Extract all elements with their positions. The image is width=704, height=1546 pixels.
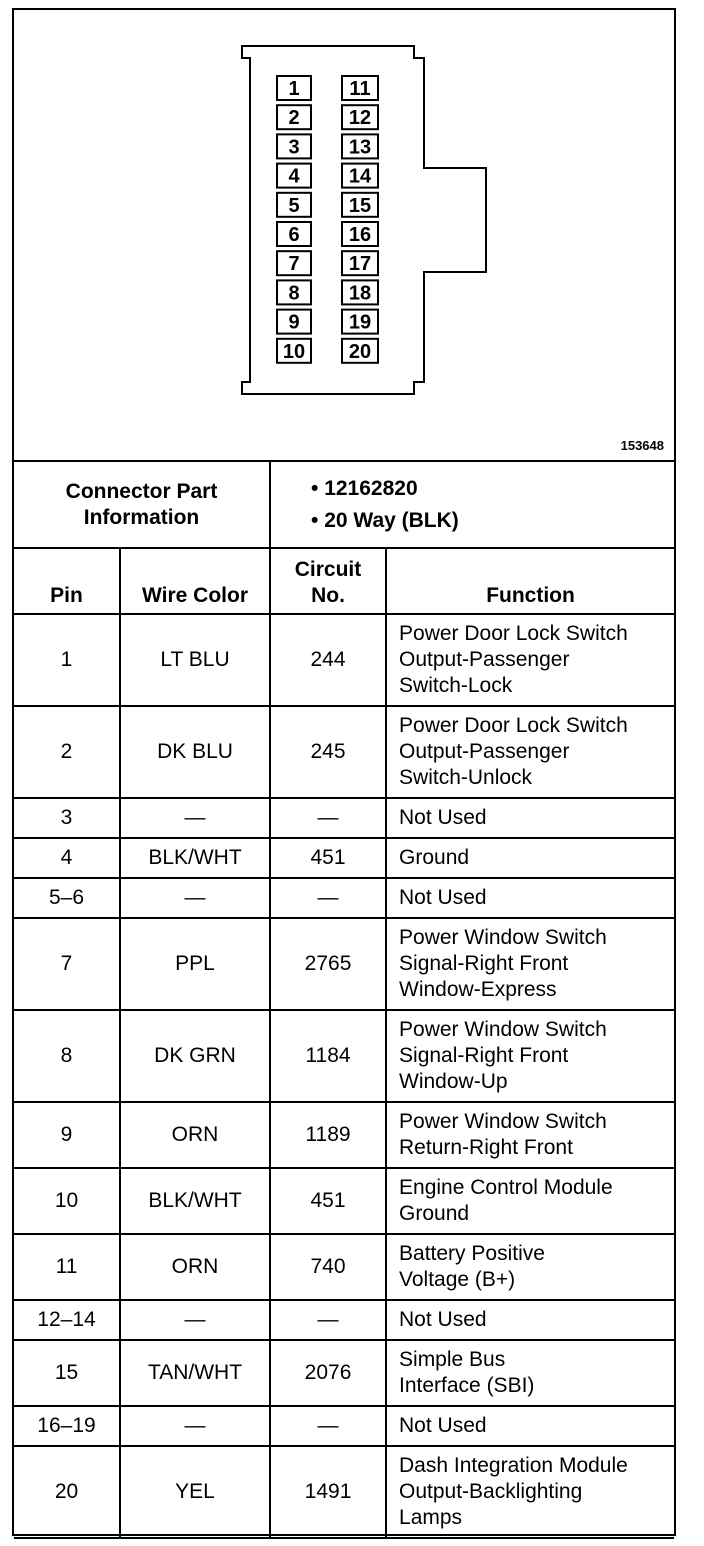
function-cell [386,1010,674,1102]
table-row [14,838,674,878]
pin-cell: 1 [14,614,120,706]
circuit-cell: 1491 [270,1446,386,1538]
function-line: Output-Passenger [399,740,570,763]
pin-cell: 3 [14,798,120,838]
connector-part-info-label: Connector Part Information [14,462,270,548]
pin-cell: 10 [14,1168,120,1234]
circuit-cell: 451 [270,838,386,878]
function-line: Interface (SBI) [399,1374,535,1397]
function-line: Power Window Switch [399,1110,607,1133]
pin-number-16: 16 [348,224,372,246]
function-line: Engine Control Module [399,1176,613,1199]
pin-number-3: 3 [288,136,300,159]
circuit-cell: 1189 [270,1102,386,1168]
function-line: Power Window Switch [399,1018,607,1041]
figure-id: 153648 [620,438,664,453]
connector-way-count: • 20 Way (BLK) [311,508,459,532]
table-row [14,1010,674,1102]
circuit-header: Circuit No. [270,548,386,614]
function-cell [386,798,674,838]
function-header: Function [386,548,674,614]
table-header-row [14,548,674,614]
function-line: Battery Positive [399,1242,545,1265]
wire-color-cell: — [120,1406,270,1446]
pin-number-1: 1 [288,78,300,100]
function-line: Output-Backlighting [399,1480,583,1503]
function-line: Not Used [399,1308,487,1331]
function-cell [386,878,674,918]
pin-number-5: 5 [288,194,300,217]
function-cell [386,1102,674,1168]
pinout-table [14,462,674,1539]
pin-number-20: 20 [348,340,372,363]
wire-color-cell: BLK/WHT [120,1168,270,1234]
pin-number-8: 8 [288,282,300,305]
circuit-cell: 740 [270,1234,386,1300]
wire-color-cell: DK BLU [120,706,270,798]
pin-number-4: 4 [288,165,300,188]
function-line: Power Door Lock Switch [399,622,628,645]
function-cell [386,1234,674,1300]
function-line: Not Used [399,1414,487,1437]
circuit-cell: — [270,1406,386,1446]
wire-color-cell: — [120,1300,270,1340]
circuit-cell: — [270,798,386,838]
pin-number-7: 7 [288,253,300,276]
wire-color-cell: ORN [120,1102,270,1168]
pin-number-10: 10 [282,340,306,363]
pin-cell: 11 [14,1234,120,1300]
pin-number-12: 12 [348,107,372,130]
pin-cell: 20 [14,1446,120,1538]
wire-color-cell: TAN/WHT [120,1340,270,1406]
function-line: Power Window Switch [399,926,607,949]
function-line: Switch-Unlock [399,766,533,789]
pin-cell: 15 [14,1340,120,1406]
function-line: Not Used [399,806,487,829]
pin-cell: 2 [14,706,120,798]
wire-color-cell: BLK/WHT [120,838,270,878]
function-line: Simple Bus [399,1348,506,1371]
circuit-cell: 244 [270,614,386,706]
table-row [14,918,674,1010]
wire-color-cell: YEL [120,1446,270,1538]
pin-number-6: 6 [288,224,300,246]
pin-cell: 16–19 [14,1406,120,1446]
wire-color-cell: — [120,878,270,918]
pin-number-17: 17 [348,253,372,276]
wire-color-cell: DK GRN [120,1010,270,1102]
pin-number-9: 9 [288,311,300,334]
function-cell [386,1168,674,1234]
function-cell [386,706,674,798]
wire-color-cell: — [120,798,270,838]
pin-cell: 8 [14,1010,120,1102]
function-line: Return-Right Front [399,1136,573,1159]
pin-number-14: 14 [348,165,372,188]
wire-color-cell: ORN [120,1234,270,1300]
pin-cavities [277,76,378,363]
pin-cell: 7 [14,918,120,1010]
pin-number-11: 11 [349,78,371,100]
circuit-cell: 2076 [270,1340,386,1406]
function-cell [386,1446,674,1538]
table-row [14,1340,674,1406]
function-line: Power Door Lock Switch [399,714,628,737]
table-row [14,1446,674,1538]
function-line: Output-Passenger [399,648,570,671]
function-line: Signal-Right Front [399,1044,569,1067]
pin-number-2: 2 [288,107,300,130]
connector-figure [14,10,674,462]
table-row [14,1406,674,1446]
circuit-cell: 245 [270,706,386,798]
function-line: Lamps [399,1506,463,1529]
wire-color-cell: LT BLU [120,614,270,706]
circuit-cell: — [270,1300,386,1340]
table-row [14,1300,674,1340]
circuit-cell: 1184 [270,1010,386,1102]
function-line: Switch-Lock [399,674,513,697]
connector-diagram [14,10,674,462]
function-line: Signal-Right Front [399,952,569,975]
pin-number-15: 15 [348,194,372,217]
table-row [14,1234,674,1300]
function-line: Window-Up [399,1070,508,1093]
pin-cell: 5–6 [14,878,120,918]
function-line: Window-Express [399,978,557,1001]
pin-cell: 9 [14,1102,120,1168]
circuit-cell: — [270,878,386,918]
pin-cell: 12–14 [14,1300,120,1340]
table-row [14,1168,674,1234]
function-cell [386,1340,674,1406]
connector-part-number: • 12162820 [311,476,418,500]
connector-sheet [12,8,676,1536]
function-cell [386,1406,674,1446]
function-line: Not Used [399,886,487,909]
function-cell [386,614,674,706]
wire-color-cell: PPL [120,918,270,1010]
connector-part-info-items [270,462,674,548]
function-cell [386,918,674,1010]
table-row [14,706,674,798]
pin-number-13: 13 [348,136,372,159]
function-cell [386,1300,674,1340]
pin-header: Pin [14,548,120,614]
table-row [14,614,674,706]
pin-number-18: 18 [348,282,372,305]
function-line: Dash Integration Module [399,1454,628,1477]
circuit-cell: 2765 [270,918,386,1010]
circuit-cell: 451 [270,1168,386,1234]
table-row [14,878,674,918]
wire-color-header: Wire Color [120,548,270,614]
function-line: Ground [399,1202,470,1225]
pin-number-19: 19 [348,311,372,334]
table-row [14,1102,674,1168]
function-line: Ground [399,846,470,869]
pin-cell: 4 [14,838,120,878]
function-cell [386,838,674,878]
connector-info-row [14,462,674,548]
function-line: Voltage (B+) [399,1268,516,1291]
table-row [14,798,674,838]
